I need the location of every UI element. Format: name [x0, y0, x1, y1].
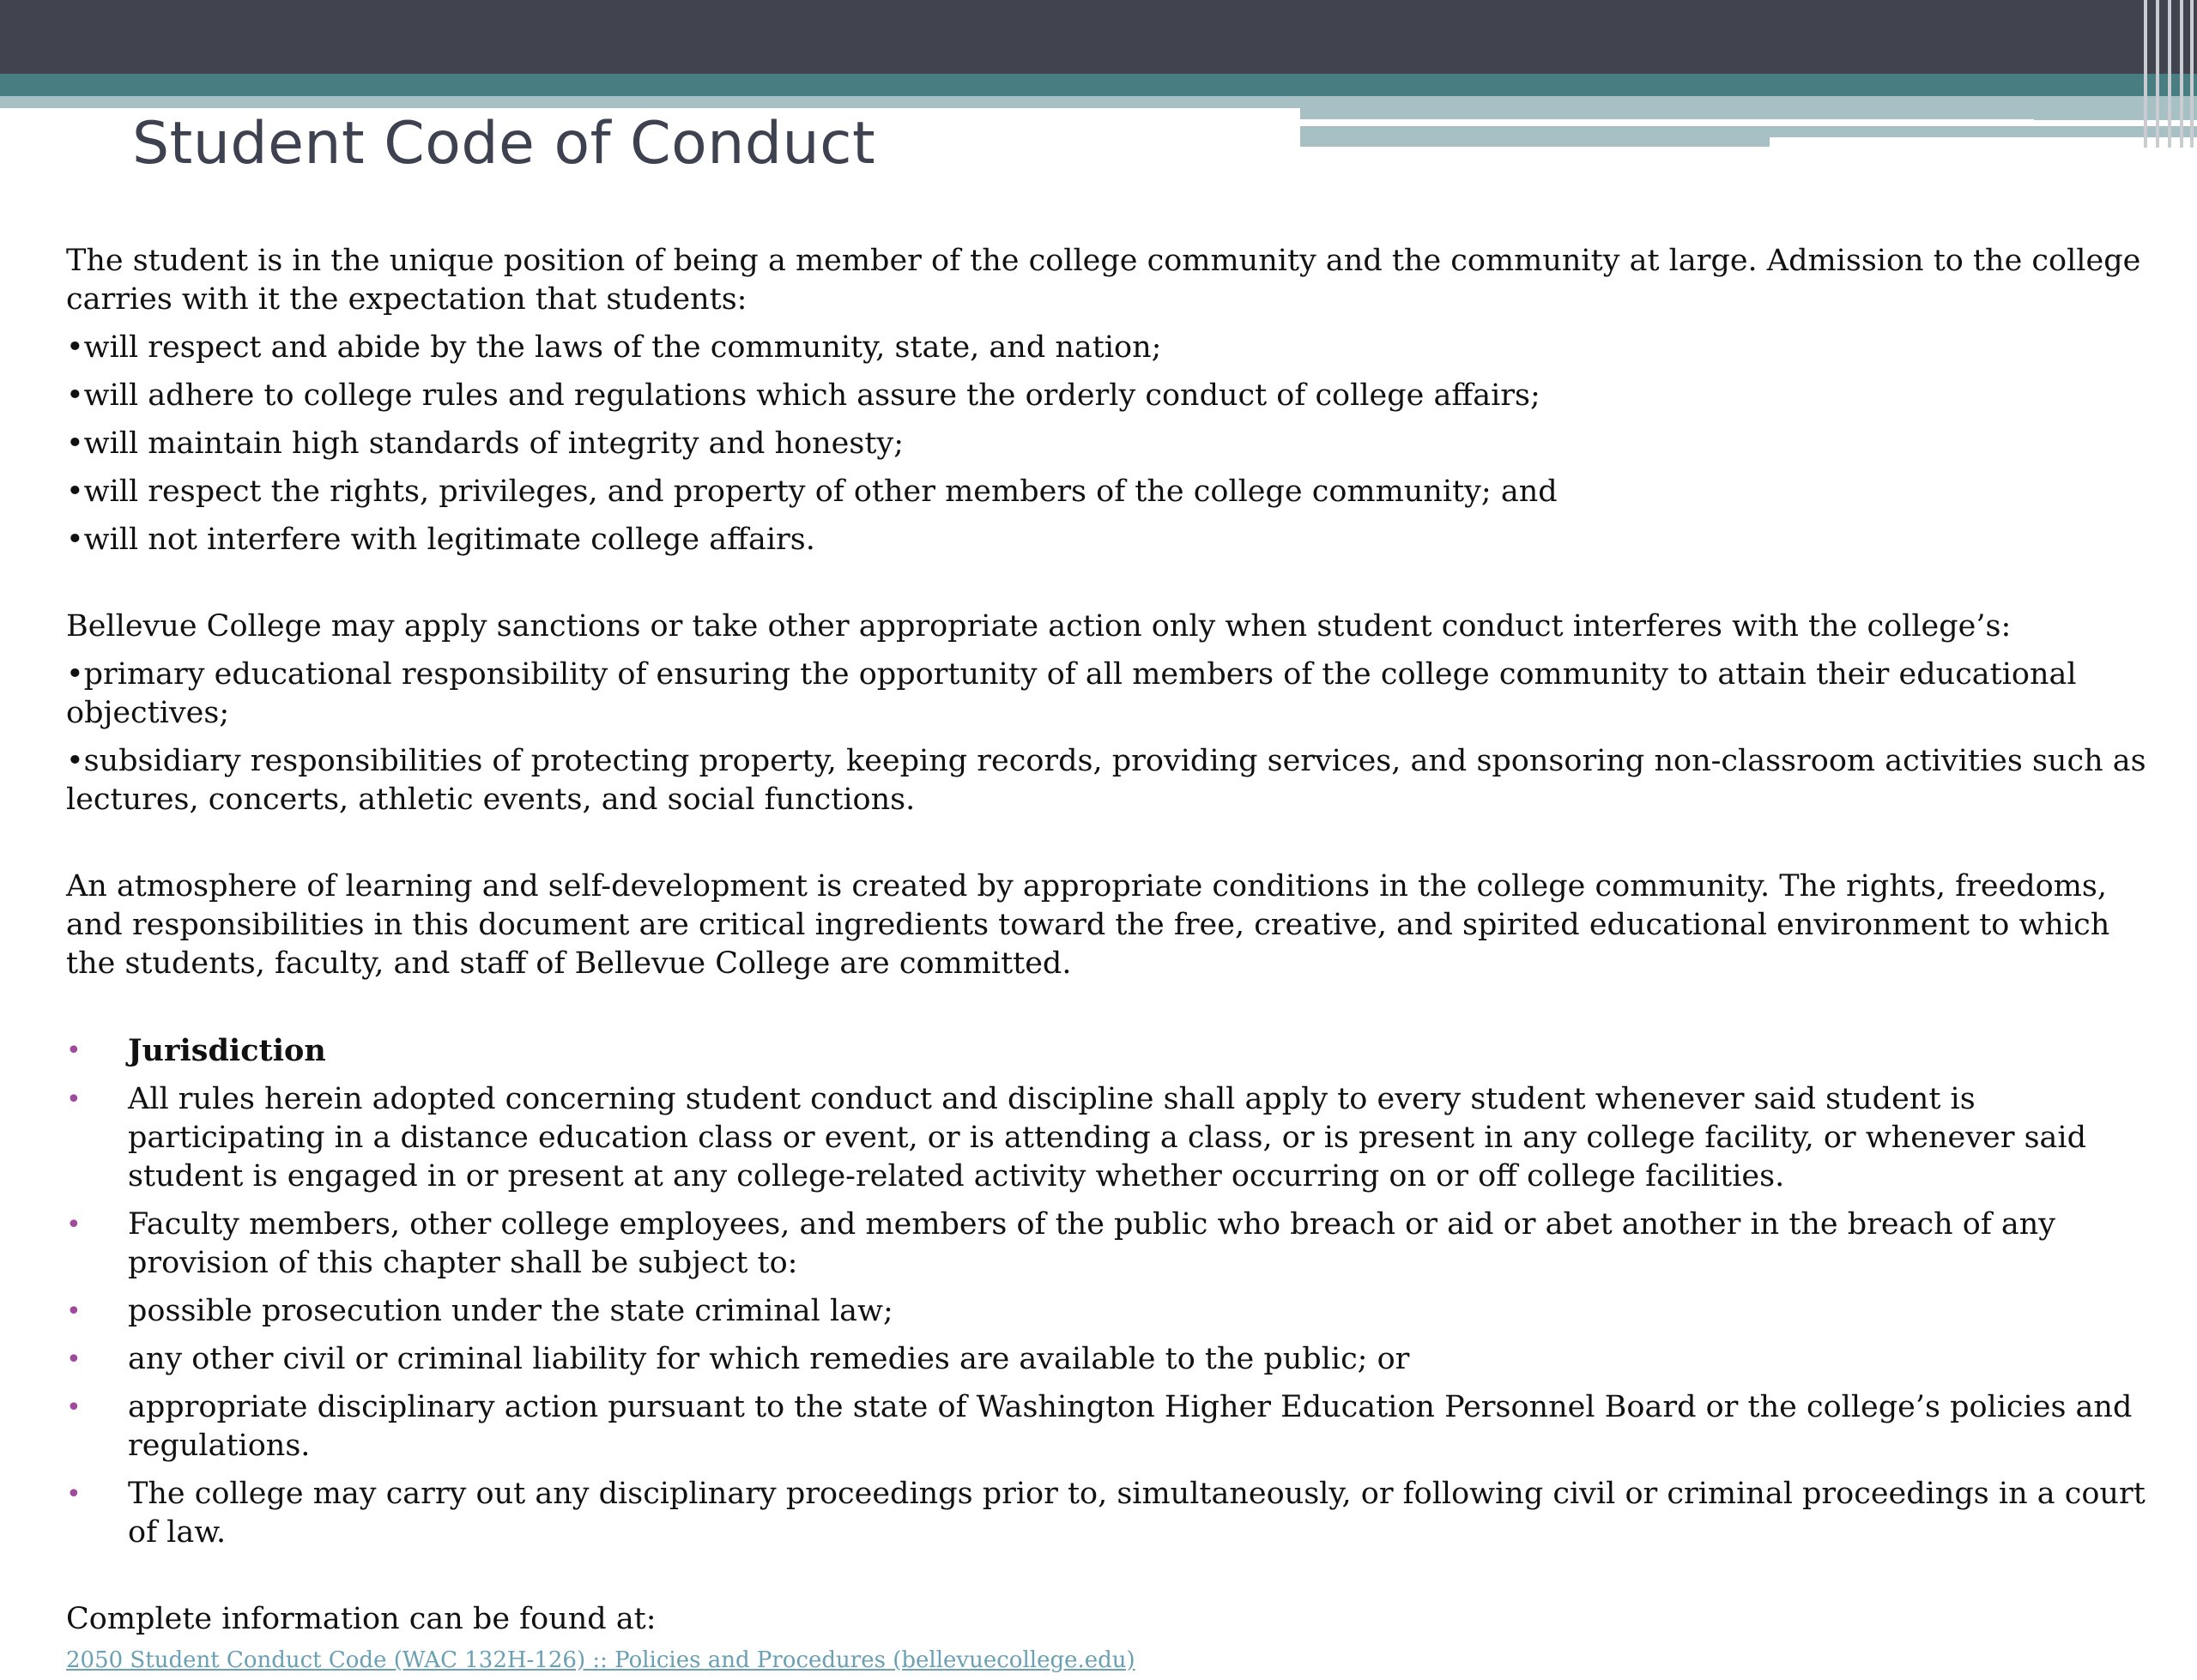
- header-stripe: [2168, 0, 2171, 148]
- intro-item: •will maintain high standards of integrity and honesty;: [66, 426, 904, 461]
- list-item: [66, 1031, 2160, 1071]
- intro-item: •will respect the rights, privileges, and property of other members of the college community; and: [66, 474, 1558, 509]
- atmosphere-paragraph: An atmosphere of learning and self-development is created by appropriate conditions in the college community. The rights, freedoms, and responsibilities in this document are critical ingredients toward the free, creative, and spirited educational environment to which the students, faculty, and staff of Bellevue College are committed.: [66, 869, 2110, 981]
- list-item: [66, 1292, 2160, 1331]
- atmosphere-section: [66, 867, 2160, 983]
- header-stripe: [2144, 0, 2147, 148]
- bullet-icon: •: [66, 1479, 82, 1509]
- list-item-text: possible prosecution under the state criminal law;: [128, 1294, 893, 1328]
- sanctions-item: •subsidiary responsibilities of protecting property, keeping records, providing services, and sponsoring non-classroom activities such as lectures, concerts, athletic events, and social functions.: [66, 744, 2146, 817]
- list-item: [66, 1388, 2160, 1465]
- sanctions-item: •primary educational responsibility of ensuring the opportunity of all members of the college community to attain their educational objectives;: [66, 657, 2077, 730]
- footer-text: Complete information can be found at:: [66, 1602, 657, 1636]
- list-item-text: The college may carry out any disciplinary proceedings prior to, simultaneously, or following civil or criminal proceedings in a court of law.: [128, 1477, 2146, 1550]
- list-item: [66, 1475, 2160, 1552]
- slide-body: [66, 242, 2160, 1680]
- slide-title: Student Code of Conduct: [132, 110, 876, 178]
- jurisdiction-heading: Jurisdiction: [128, 1033, 326, 1068]
- header-stripe: [2180, 0, 2183, 148]
- sanctions-section: [66, 607, 2160, 819]
- footer-section: [66, 1600, 2160, 1680]
- header-stripes: [2137, 0, 2197, 148]
- intro-section: [66, 242, 2160, 559]
- bullet-icon: •: [66, 1210, 82, 1240]
- header-band-teal: [0, 74, 2197, 96]
- list-item-text: All rules herein adopted concerning student conduct and discipline shall apply to every student whenever said student is participating in a distance education class or event, or is attending a class, or is present in any college facility, or whenever said student is engaged in or present at any college-related activity whether occurring on or off college facilities.: [128, 1082, 2087, 1194]
- intro-paragraph: The student is in the unique position of being a member of the college community and the community at large. Admission to the college carries with it the expectation that students:: [66, 244, 2141, 317]
- bullet-icon: •: [66, 1345, 82, 1375]
- bullet-icon: •: [66, 1393, 82, 1423]
- intro-item: •will adhere to college rules and regulations which assure the orderly conduct of college affairs;: [66, 378, 1540, 413]
- header-stripe: [2156, 0, 2159, 148]
- list-item-text: any other civil or criminal liability for which remedies are available to the public; or: [128, 1342, 1410, 1376]
- list-item-text: appropriate disciplinary action pursuant to the state of Washington Higher Education Personnel Board or the college’s policies and regulations.: [128, 1390, 2133, 1463]
- list-item: [66, 1206, 2160, 1283]
- header-band-dark: [0, 0, 2197, 74]
- jurisdiction-list: [66, 1031, 2160, 1552]
- intro-item: •will respect and abide by the laws of the community, state, and nation;: [66, 330, 1162, 365]
- bullet-icon: •: [66, 1036, 82, 1066]
- header-stripe: [2190, 0, 2194, 148]
- list-item: [66, 1340, 2160, 1379]
- intro-item: •will not interfere with legitimate college affairs.: [66, 523, 815, 557]
- list-item-text: Faculty members, other college employees, and members of the public who breach or aid or abet another in the breach of any provision of this chapter shall be subject to:: [128, 1207, 2056, 1280]
- policy-link[interactable]: 2050 Student Conduct Code (WAC 132H-126) :: Policies and Procedures (bellevuecollege.edu): [66, 1647, 1135, 1673]
- sanctions-paragraph: Bellevue College may apply sanctions or take other appropriate action only when student conduct interferes with the college’s:: [66, 609, 2012, 644]
- list-item: [66, 1080, 2160, 1196]
- bullet-icon: •: [66, 1085, 82, 1115]
- header-band-light: [0, 96, 1300, 108]
- header-divider-line: [1300, 119, 2034, 126]
- header-band-mask: [1770, 137, 2197, 147]
- bullet-icon: •: [66, 1296, 82, 1326]
- header-band-right: [1300, 96, 2197, 120]
